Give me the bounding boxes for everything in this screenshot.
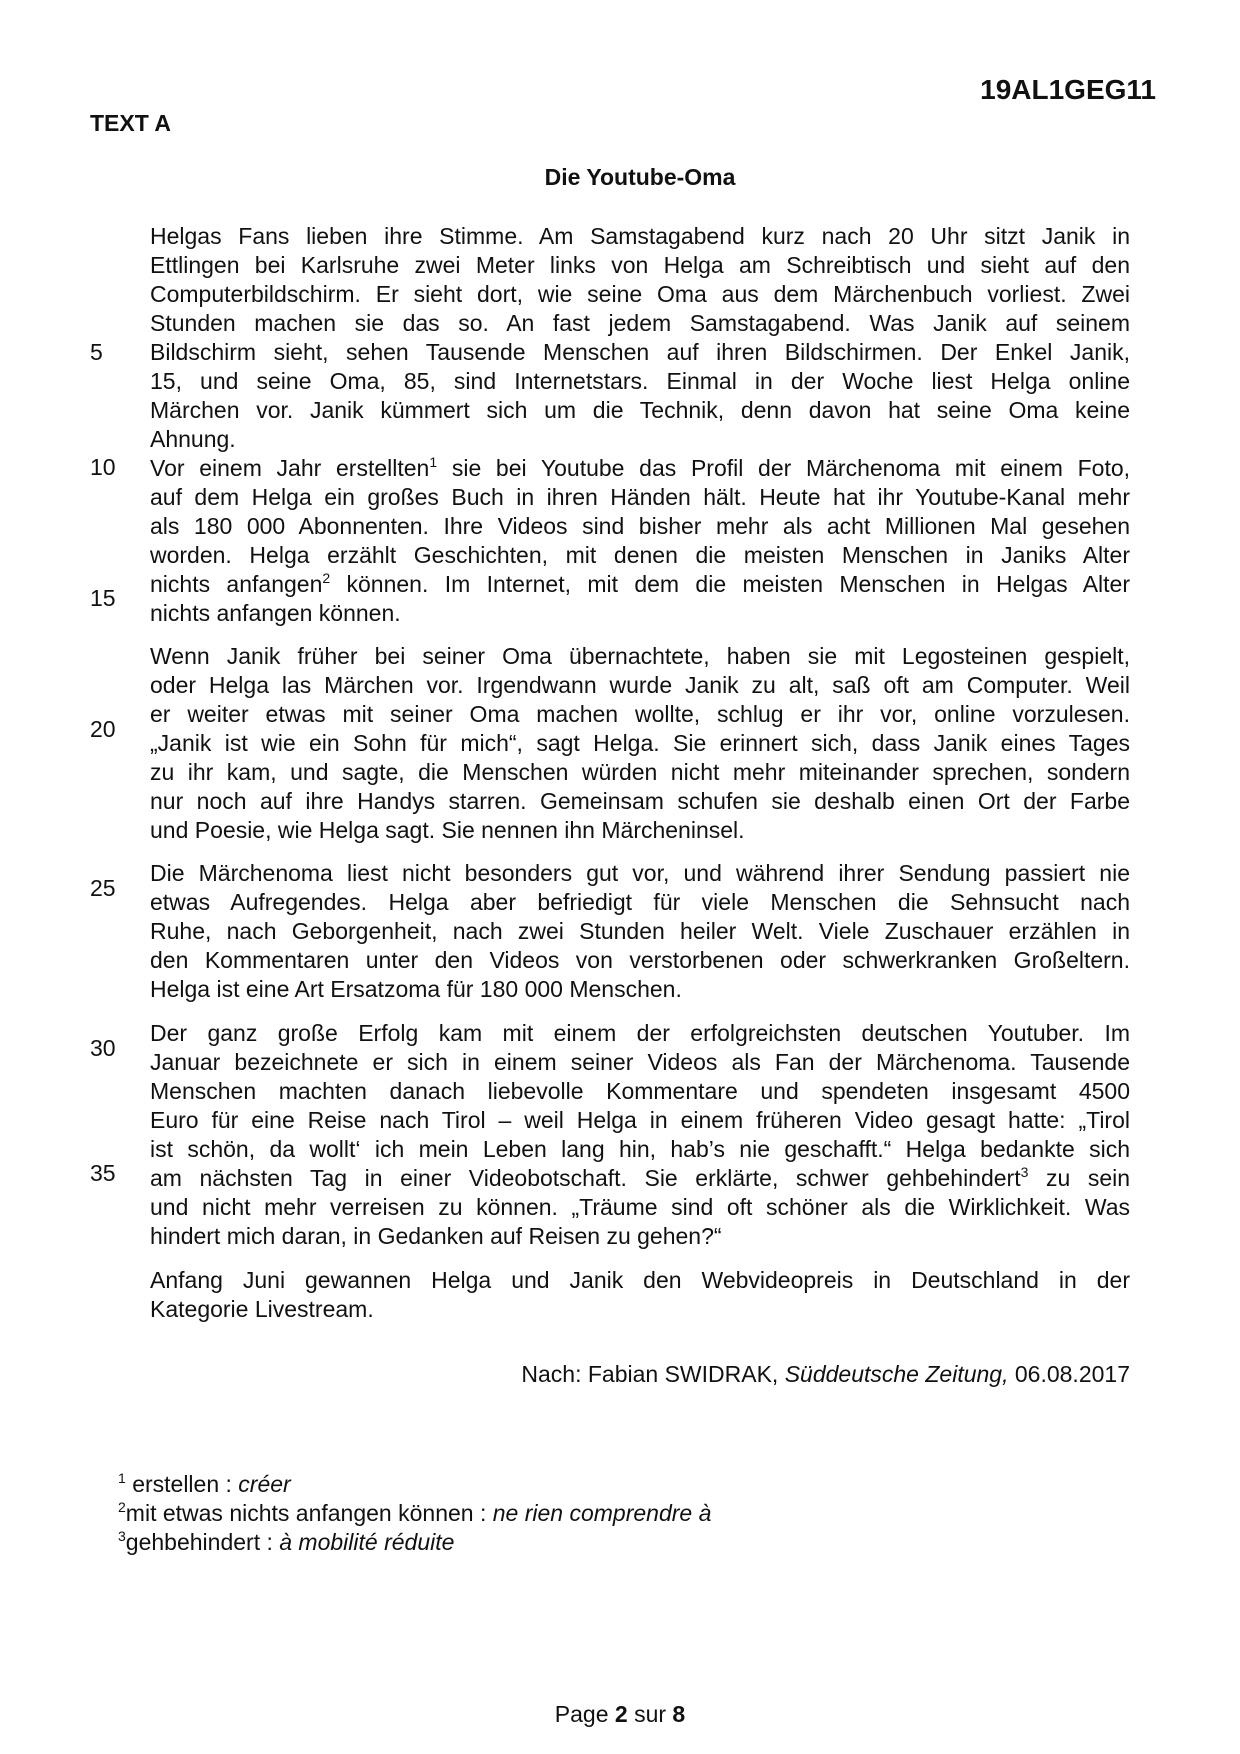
text-line: zu ihr kam, und sagte, die Menschen würden nicht mehr miteinander sprechen, sondern	[150, 759, 1130, 785]
text-line	[150, 1164, 1130, 1193]
text-segment: sie bei Youtube das Profil der Märchenoma mit einem Foto,	[451, 455, 1131, 481]
text-segment: können. Im Internet, mit dem die meisten Menschen in Helgas Alter	[346, 571, 1131, 597]
footnote-ref: 2	[322, 570, 331, 586]
footnote-mark: 1	[118, 1470, 126, 1486]
footnote-term: mit etwas nichts anfangen können :	[125, 1500, 493, 1526]
source-prefix: Nach: Fabian SWIDRAK,	[521, 1361, 785, 1387]
text-line: „Janik ist wie ein Sohn für mich“, sagt Helga. Sie erinnert sich, dass Janik eines Tages	[150, 730, 1130, 756]
text-line: Ahnung.	[150, 426, 236, 452]
footnote	[118, 1499, 711, 1528]
text-line: hindert mich daran, in Gedanken auf Reisen zu gehen?“	[150, 1223, 722, 1249]
text-line: nur noch auf ihre Handys starren. Gemeinsam schufen sie deshalb einen Ort der Farbe	[150, 788, 1130, 814]
text-line: Ruhe, nach Geborgenheit, nach zwei Stunden heiler Welt. Viele Zuschauer erzählen in	[150, 918, 1130, 944]
text-segment: zu sein	[1045, 1165, 1131, 1191]
footnote	[118, 1470, 291, 1499]
text-line: oder Helga las Märchen vor. Irgendwann wurde Janik zu alt, saß oft am Computer. Weil	[150, 672, 1130, 698]
footnote-mark: 3	[118, 1528, 126, 1544]
source-citation	[521, 1361, 1130, 1388]
line-number: 35	[90, 1160, 116, 1186]
footnote	[118, 1528, 454, 1557]
text-line: Helga ist eine Art Ersatzoma für 180 000 Menschen.	[150, 976, 682, 1002]
footnote-ref: 3	[1020, 1164, 1029, 1180]
footnote-mark: 2	[118, 1499, 126, 1515]
footnote-ref: 1	[429, 454, 438, 470]
article-title: Die Youtube-Oma	[544, 164, 736, 190]
line-number: 20	[90, 716, 116, 742]
text-line: Wenn Janik früher bei seiner Oma übernachtete, haben sie mit Legosteinen gespielt,	[150, 643, 1130, 669]
text-line: er weiter etwas mit seiner Oma machen wollte, schlug er ihr vor, online vorzulesen.	[150, 701, 1130, 727]
text-line: und Poesie, wie Helga sagt. Sie nennen ihn Märcheninsel.	[150, 817, 745, 843]
text-line: Helgas Fans lieben ihre Stimme. Am Samstagabend kurz nach 20 Uhr sitzt Janik in	[150, 223, 1130, 249]
page-label: Page	[554, 1701, 609, 1727]
footnote-term: gehbehindert :	[125, 1529, 280, 1555]
text-line: Stunden machen sie das so. An fast jedem Samstagabend. Was Janik auf seinem	[150, 310, 1130, 336]
page-of-label: sur	[634, 1701, 667, 1727]
text-line: worden. Helga erzählt Geschichten, mit denen die meisten Menschen in Janiks Alter	[150, 542, 1130, 568]
text-segment: nichts anfangen	[150, 571, 323, 597]
text-line: nichts anfangen können.	[150, 600, 401, 626]
text-line: Menschen machten danach liebevolle Kommentare und spendeten insgesamt 4500	[150, 1078, 1130, 1104]
section-label: TEXT A	[90, 110, 171, 136]
text-segment: Vor einem Jahr erstellten	[150, 455, 430, 481]
footnote-translation: créer	[238, 1471, 291, 1497]
text-line: Bildschirm sieht, sehen Tausende Menschen auf ihren Bildschirmen. Der Enkel Janik,	[150, 339, 1130, 365]
text-line: etwas Aufregendes. Helga aber befriedigt für viele Menschen die Sehnsucht nach	[150, 889, 1130, 915]
page-total: 8	[672, 1701, 686, 1727]
text-line: Die Märchenoma liest nicht besonders gut vor, und während ihrer Sendung passiert nie	[150, 860, 1130, 886]
text-line	[150, 454, 1130, 483]
text-line: Computerbildschirm. Er sieht dort, wie seine Oma aus dem Märchenbuch vorliest. Zwei	[150, 281, 1130, 307]
text-line: Kategorie Livestream.	[150, 1296, 374, 1322]
page-number: 2	[614, 1701, 628, 1727]
line-number: 25	[90, 875, 116, 901]
text-line: auf dem Helga ein großes Buch in ihren Händen hält. Heute hat ihr Youtube-Kanal mehr	[150, 484, 1130, 510]
source-date: 06.08.2017	[1008, 1361, 1130, 1387]
text-line: 15, und seine Oma, 85, sind Internetstars. Einmal in der Woche liest Helga online	[150, 368, 1130, 394]
text-line: Januar bezeichnete er sich in einem seiner Videos als Fan der Märchenoma. Tausende	[150, 1049, 1130, 1075]
text-segment: am nächsten Tag in einer Videobotschaft. Sie erklärte, schwer gehbehindert	[150, 1165, 1021, 1191]
line-number: 10	[90, 454, 116, 480]
text-line: Euro für eine Reise nach Tirol – weil Helga in einem früheren Video gesagt hatte: „Tirol	[150, 1107, 1130, 1133]
line-number: 15	[90, 585, 116, 611]
text-line: den Kommentaren unter den Videos von verstorbenen oder schwerkranken Großeltern.	[150, 947, 1130, 973]
text-line: Ettlingen bei Karlsruhe zwei Meter links von Helga am Schreibtisch und sieht auf den	[150, 252, 1130, 278]
text-line: ist schön, da wollt‘ ich mein Leben lang hin, hab’s nie geschafft.“ Helga bedankte sich	[150, 1136, 1130, 1162]
text-line	[150, 570, 1130, 599]
source-publication: Süddeutsche Zeitung,	[784, 1361, 1009, 1387]
line-number: 5	[90, 339, 103, 365]
text-line: als 180 000 Abonnenten. Ihre Videos sind bisher mehr als acht Millionen Mal gesehen	[150, 513, 1130, 539]
footnote-translation: ne rien comprendre à	[492, 1500, 712, 1526]
text-line: Anfang Juni gewannen Helga und Janik den Webvideopreis in Deutschland in der	[150, 1267, 1130, 1293]
footnote-translation: à mobilité réduite	[279, 1529, 455, 1555]
text-line: Der ganz große Erfolg kam mit einem der erfolgreichsten deutschen Youtuber. Im	[150, 1020, 1130, 1046]
footnote-term: erstellen :	[132, 1471, 239, 1497]
text-line: und nicht mehr verreisen zu können. „Träume sind oft schöner als die Wirklichkeit. Was	[150, 1194, 1130, 1220]
text-line: Märchen vor. Janik kümmert sich um die Technik, denn davon hat seine Oma keine	[150, 397, 1130, 423]
document-code: 19AL1GEG11	[980, 74, 1156, 105]
page-footer	[0, 1701, 1240, 1728]
line-number: 30	[90, 1035, 116, 1061]
